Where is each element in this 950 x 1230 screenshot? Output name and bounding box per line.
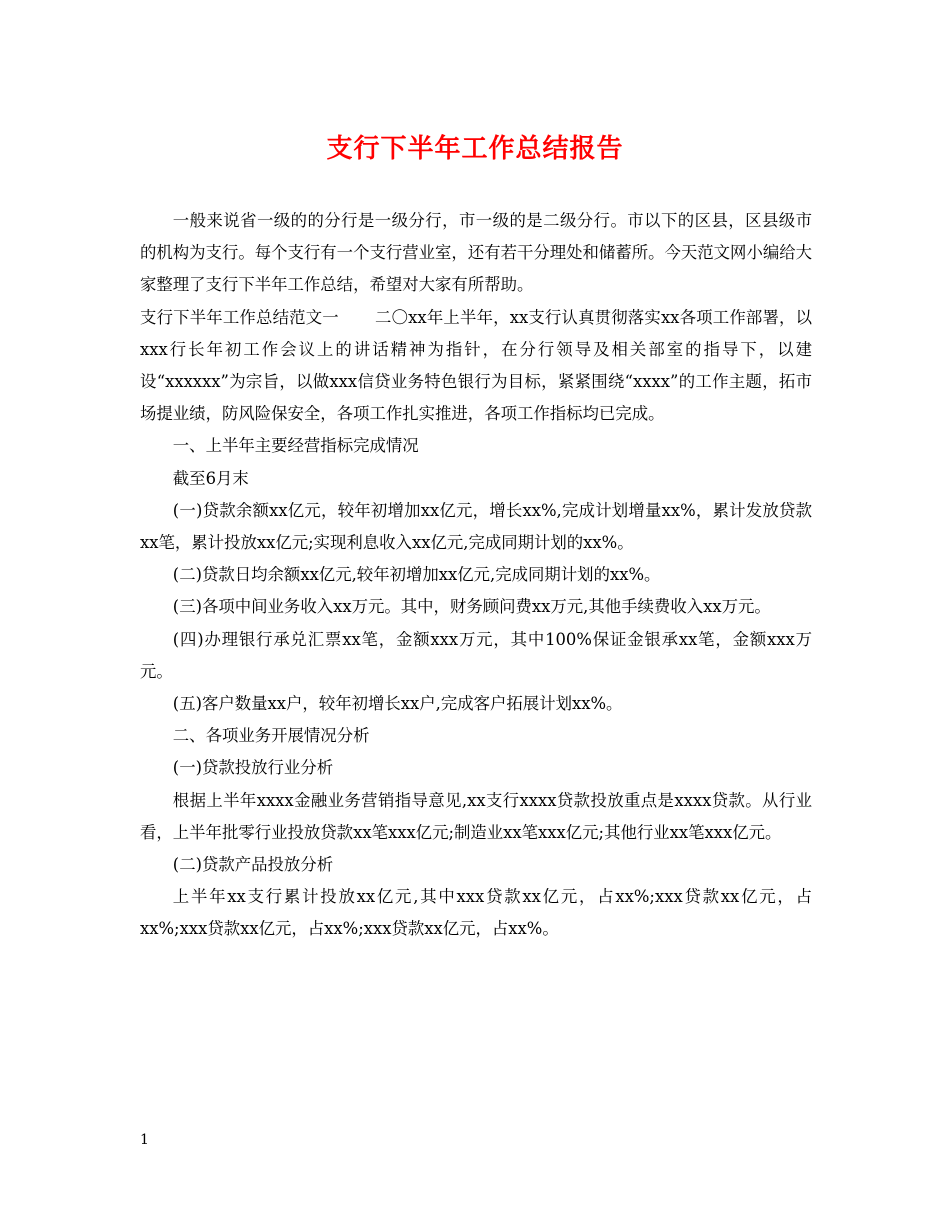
subheading-1: (一)贷款投放行业分析 xyxy=(172,758,334,778)
list-item-3: (三)各项中间业务收入xx万元。其中，财务顾问费xx万元,其他手续费收入xx万元。 xyxy=(172,597,771,617)
list-item-2: (二)贷款日均余额xx亿元,较年初增加xx亿元,完成同期计划的xx%。 xyxy=(172,565,661,585)
sample-paragraph xyxy=(140,302,812,431)
subheading-1-body: 根据上半年xxxx金融业务营销指导意见,xx支行xxxx贷款投放重点是xxxx贷款。从行业看，上半年批零行业投放贷款xx笔xxx亿元;制造业xx笔xxx亿元;其他行业xx笔xxx亿元。 xyxy=(140,790,812,842)
section-heading-1: 一、上半年主要经营指标完成情况 xyxy=(172,436,419,456)
sample-label: 支行下半年工作总结范文一 xyxy=(140,307,339,327)
date-line: 截至6月末 xyxy=(172,468,249,488)
document-title: 支行下半年工作总结报告 xyxy=(326,134,624,164)
document-body xyxy=(140,205,812,946)
list-item-1: (一)贷款余额xx亿元，较年初增加xx亿元，增长xx%,完成计划增量xx%，累计发放贷款xx笔，累计投放xx亿元;实现利息收入xx亿元,完成同期计划的xx%。 xyxy=(140,500,812,553)
sample-body: 二〇xx年上半年，xx支行认真贯彻落实xx各项工作部署，以xxx行长年初工作会议上的讲话精神为指针，在分行领导及相关部室的指导下，以建设“xxxxxx”为宗旨，以做xxx信贷业务特色银行为目标，紧紧围绕“xxxx”的工作主题，拓市场提业绩，防风险保安全，各项工作扎实推进，各项工作指标均已完成。 xyxy=(140,307,812,424)
list-item-5: (五)客户数量xx户，较年初增长xx户,完成客户拓展计划xx%。 xyxy=(172,694,623,714)
intro-paragraph: 一般来说省一级的的分行是一级分行，市一级的是二级分行。市以下的区县，区县级市的机构为支行。每个支行有一个支行营业室，还有若干分理处和储蓄所。今天范文网小编给大家整理了支行下半年工作总结，希望对大家有所帮助。 xyxy=(140,211,813,295)
section-heading-2: 二、各项业务开展情况分析 xyxy=(172,726,370,746)
subheading-2: (二)贷款产品投放分析 xyxy=(172,855,334,875)
subheading-2-body: 上半年xx支行累计投放xx亿元,其中xxx贷款xx亿元，占xx%;xxx贷款xx亿元，占xx%;xxx贷款xx亿元，占xx%;xxx贷款xx亿元，占xx%。 xyxy=(140,887,812,939)
page-number: 1 xyxy=(140,1132,149,1148)
list-item-4: (四)办理银行承兑汇票xx笔，金额xxx万元，其中100%保证金银承xx笔，金额xxx万元。 xyxy=(140,629,812,681)
